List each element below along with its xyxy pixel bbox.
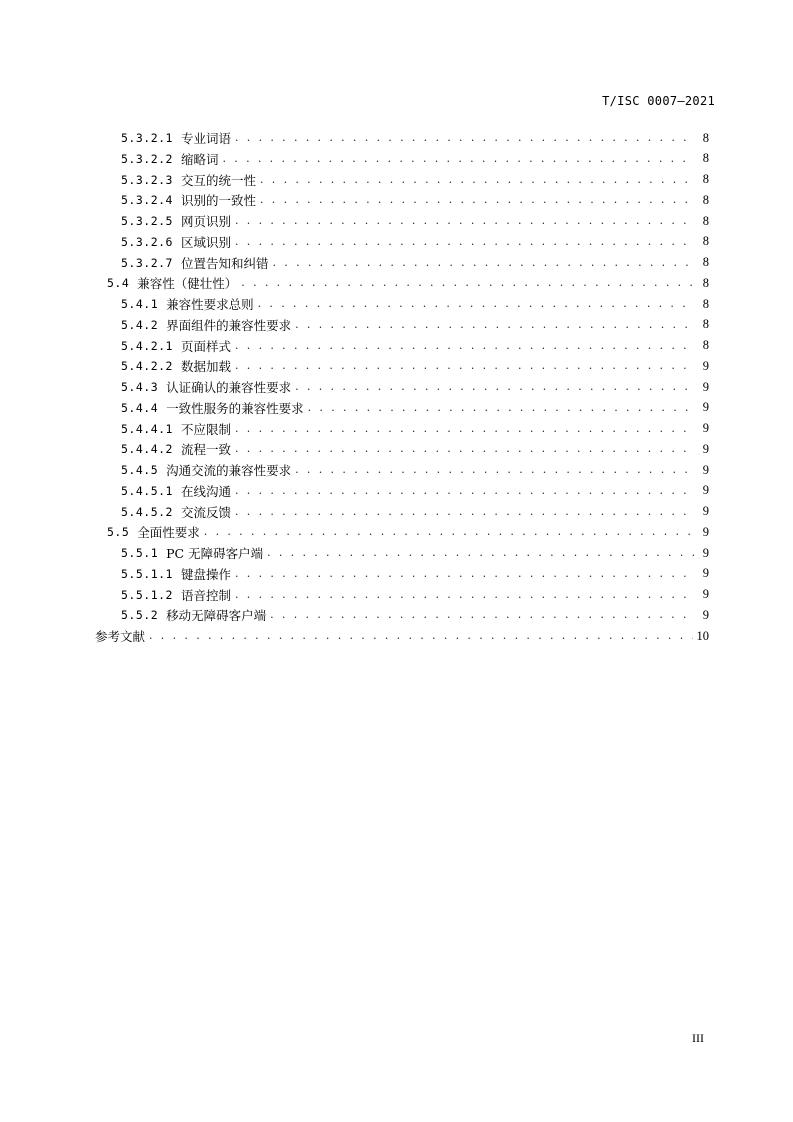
toc-leader-dots xyxy=(260,170,695,190)
toc-entry[interactable] xyxy=(95,626,709,646)
toc-entry[interactable] xyxy=(121,398,709,418)
toc-entry-page: 9 xyxy=(702,504,709,518)
toc-entry-page: 8 xyxy=(702,275,709,290)
toc-entry-page: 9 xyxy=(702,462,709,477)
toc-entry-number: 5.4.4 xyxy=(121,400,159,415)
toc-entry[interactable] xyxy=(121,149,709,169)
toc-entry-page: 9 xyxy=(702,566,709,581)
toc-entry-number: 5.4.2 xyxy=(121,317,159,332)
toc-leader-dots xyxy=(308,398,695,418)
toc-entry-page: 8 xyxy=(702,151,709,166)
toc-entry-number: 5.4.1 xyxy=(121,297,159,311)
toc-entry-number: 5.3.2.6 xyxy=(121,234,173,249)
toc-leader-dots xyxy=(235,481,695,501)
toc-entry-title: 专业词语 xyxy=(180,131,231,146)
toc-entry-number: 5.4.5.2 xyxy=(121,504,173,519)
toc-entry-title: 移动无障碍客户端 xyxy=(166,608,267,624)
toc-entry-title: 流程一致 xyxy=(180,442,231,458)
toc-entry[interactable] xyxy=(121,253,709,273)
toc-leader-dots xyxy=(222,149,695,169)
toc-leader-dots xyxy=(235,128,695,148)
toc-entry-number: 5.5 xyxy=(107,525,130,540)
toc-entry[interactable] xyxy=(121,481,709,501)
toc-entry-number: 5.5.1.1 xyxy=(121,566,173,581)
toc-entry-title: 语音控制 xyxy=(180,587,231,603)
toc-entry-page: 9 xyxy=(702,545,709,560)
toc-entry-page: 8 xyxy=(702,213,709,228)
toc-leader-dots xyxy=(149,626,692,646)
toc-entry[interactable] xyxy=(121,419,709,439)
toc-entry-page: 9 xyxy=(702,441,709,456)
toc-leader-dots xyxy=(235,211,695,231)
toc-entry[interactable] xyxy=(121,294,709,314)
toc-entry[interactable] xyxy=(121,439,709,459)
toc-entry[interactable] xyxy=(121,377,709,397)
toc-entry-number: 5.4.5.1 xyxy=(121,483,173,498)
toc-entry-title: PC 无障碍客户端 xyxy=(166,546,264,561)
toc-entry-title: 交互的统一性 xyxy=(180,172,256,188)
toc-entry-number: 5.4.2.2 xyxy=(121,359,173,374)
toc-entry-number: 5.4.3 xyxy=(121,380,159,394)
toc-entry[interactable] xyxy=(121,315,709,335)
toc-leader-dots xyxy=(260,190,695,210)
toc-entry-title: 页面样式 xyxy=(180,338,231,354)
toc-leader-dots xyxy=(272,253,695,273)
toc-entry[interactable] xyxy=(121,564,709,584)
toc-leader-dots xyxy=(235,336,695,356)
toc-entry-title: 兼容性要求总则 xyxy=(166,297,254,312)
toc-entry-page: 8 xyxy=(702,296,709,311)
toc-entry-title: 兼容性（健壮性） xyxy=(137,276,238,292)
toc-leader-dots xyxy=(295,377,695,397)
toc-entry-page: 8 xyxy=(702,255,709,269)
toc-entry[interactable] xyxy=(121,336,709,356)
toc-entry-page: 9 xyxy=(702,379,709,394)
toc-leader-dots xyxy=(241,273,695,293)
toc-entry-number: 5.3.2.5 xyxy=(121,214,173,228)
toc-entry-page: 10 xyxy=(696,628,709,643)
toc-entry-number: 5.3.2.1 xyxy=(121,131,173,145)
toc-entry-number: 5.4 xyxy=(107,276,130,291)
toc-leader-dots xyxy=(270,605,695,625)
toc-entry[interactable] xyxy=(121,232,709,252)
toc-entry-page: 9 xyxy=(702,421,709,435)
toc-entry-title: 缩略词 xyxy=(180,151,219,167)
toc-entry-page: 8 xyxy=(702,192,709,207)
toc-entry[interactable] xyxy=(107,273,709,293)
toc-entry-page: 8 xyxy=(702,317,709,332)
toc-entry-page: 8 xyxy=(702,338,709,352)
toc-entry-title: 交流反馈 xyxy=(180,504,231,520)
toc-leader-dots xyxy=(267,543,695,563)
toc-entry-page: 9 xyxy=(702,524,709,539)
toc-entry-page: 8 xyxy=(702,130,709,145)
page-number: III xyxy=(692,1031,704,1045)
toc-leader-dots xyxy=(235,502,695,522)
toc-leader-dots xyxy=(204,522,695,542)
toc-entry-page: 9 xyxy=(702,607,709,622)
toc-entry-number: 5.3.2.7 xyxy=(121,255,173,270)
toc-entry-title: 位置告知和纠错 xyxy=(180,255,269,271)
toc-entry-title: 全面性要求 xyxy=(137,525,200,541)
toc-entry[interactable] xyxy=(121,460,709,480)
toc-entry[interactable] xyxy=(107,522,709,542)
toc-leader-dots xyxy=(258,294,695,314)
toc-entry-title: 区域识别 xyxy=(180,234,231,250)
toc-entry[interactable] xyxy=(121,605,709,625)
toc-leader-dots xyxy=(235,419,695,439)
toc-entry-page: 9 xyxy=(702,483,709,498)
toc-entry-title: 界面组件的兼容性要求 xyxy=(166,317,292,333)
toc-entry[interactable] xyxy=(121,543,709,563)
toc-entry[interactable] xyxy=(121,356,709,376)
toc-entry-title: 不应限制 xyxy=(180,421,231,437)
toc-entry-title: 一致性服务的兼容性要求 xyxy=(166,400,304,416)
toc-leader-dots xyxy=(235,564,695,584)
toc-entry-title: 识别的一致性 xyxy=(180,193,256,209)
toc-entry-page: 8 xyxy=(702,172,709,186)
toc-leader-dots xyxy=(235,439,695,459)
toc-leader-dots xyxy=(295,460,695,480)
toc-entry-number: 5.5.2 xyxy=(121,608,159,623)
toc-entry-number: 5.4.5 xyxy=(121,463,159,477)
toc-entry[interactable] xyxy=(121,585,709,605)
toc-entry[interactable] xyxy=(121,170,709,190)
toc-leader-dots xyxy=(235,356,695,376)
toc-entry-number: 5.4.4.1 xyxy=(121,421,173,436)
toc-entry-number: 5.3.2.2 xyxy=(121,151,173,166)
toc-entry-page: 9 xyxy=(702,400,709,415)
toc-leader-dots xyxy=(295,315,695,335)
toc-entry-page: 9 xyxy=(702,587,709,601)
document-code: T/ISC 0007—2021 xyxy=(602,94,715,108)
toc-entry-title: 数据加载 xyxy=(180,359,231,375)
toc-entry-title: 键盘操作 xyxy=(180,566,231,582)
toc-entry-number: 5.4.4.2 xyxy=(121,442,173,457)
toc-entry-number: 5.3.2.3 xyxy=(121,172,173,187)
toc-entry-page: 9 xyxy=(702,358,709,373)
toc-entry-title: 沟通交流的兼容性要求 xyxy=(166,463,292,478)
toc-entry-number: 5.5.1 xyxy=(121,546,159,560)
toc-entry-title: 在线沟通 xyxy=(180,483,231,499)
toc-leader-dots xyxy=(235,232,695,252)
toc-entry-title: 认证确认的兼容性要求 xyxy=(166,380,292,395)
toc-leader-dots xyxy=(235,585,695,605)
toc-entry-title: 网页识别 xyxy=(180,214,231,229)
toc-entry[interactable] xyxy=(121,190,709,210)
toc-entry-number: 5.5.1.2 xyxy=(121,587,173,602)
toc-entry-page: 8 xyxy=(702,234,709,249)
toc-entry-title: 参考文献 xyxy=(95,629,146,644)
toc-entry[interactable] xyxy=(121,211,709,231)
toc-entry-number: 5.3.2.4 xyxy=(121,193,173,208)
toc-entry[interactable] xyxy=(121,502,709,522)
toc-entry[interactable] xyxy=(121,128,709,148)
toc-entry-number: 5.4.2.1 xyxy=(121,338,173,353)
